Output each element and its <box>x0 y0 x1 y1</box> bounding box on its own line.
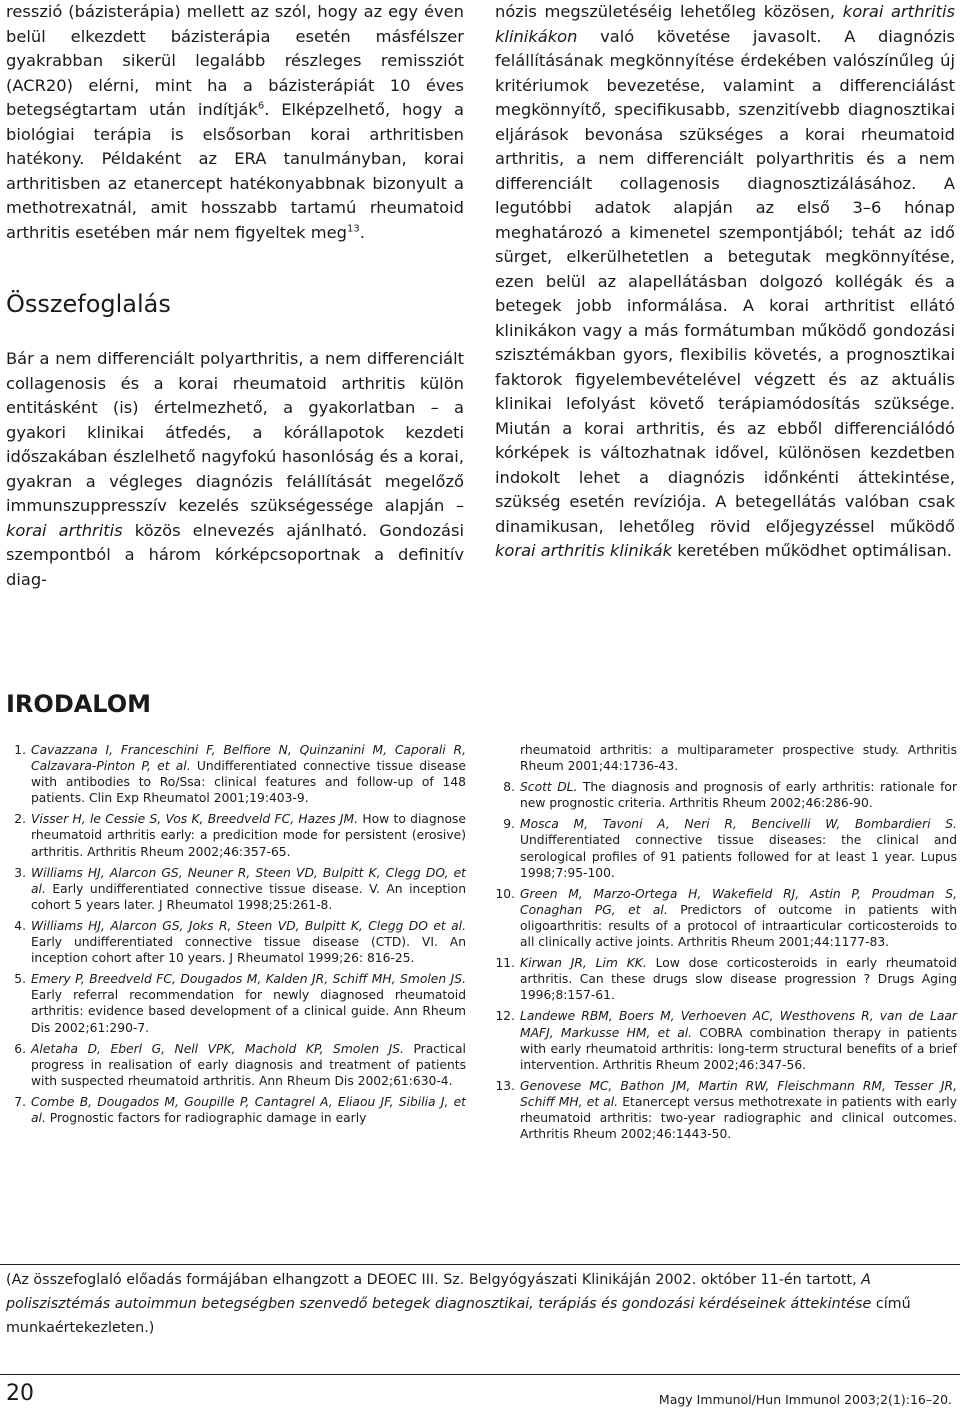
reference-list <box>495 779 957 1142</box>
paragraph: resszió (bázisterápia) mellett az szól, hogy az egy éven belül elkezdett bázisterápia esetén másfélszer gyakrabban sikerül legalább részleges remissziót (ACR20) elérni, mint ha a bázisterápiát 10 éves betegségtartam után indítják$^6$. Elképzelhető, hogy a biológiai terápia is elsősorban korai arthritisben hatékony. Példaként az ERA tanulmányban, korai arthritisben az etanercept hatékonyabbnak bizonyult a methotrexatnál, amit hosszabb tartamú rheumatoid arthritis esetében már nem figyeltek meg$^{13}$. <box>6 2 464 242</box>
reference-item <box>6 742 466 806</box>
reference-item <box>6 1041 466 1089</box>
journal-citation: Magy Immunol/Hun Immunol 2003;2(1):16–20. <box>658 1392 952 1407</box>
reference-item <box>495 1078 957 1142</box>
reference-authors: Mosca M, Tavoni A, Neri R, Bencivelli W, Bombardieri S. <box>520 817 957 832</box>
reference-authors: Visser H, le Cessie S, Vos K, Breedveld FC, Hazes JM. <box>31 812 359 827</box>
footnote: (Az összefoglaló előadás formájában elhangzott a DEOEC III. Sz. Belgyógyászati Klinikáján 2002. október 11-én tartott, A poliszisztémás autoimmun betegségben szenvedő betegek diagnosztikai, terápiás és gondozási kérdéseinek áttekintése című munkaértekezleten.) <box>6 1272 911 1336</box>
reference-item <box>495 816 957 880</box>
body-column-left <box>6 0 464 592</box>
reference-authors: Kirwan JR, Lim KK. <box>520 956 647 971</box>
section-heading: Összefoglalás <box>6 290 171 318</box>
reference-number: 11. <box>495 956 515 971</box>
reference-number: 2. <box>14 812 26 827</box>
reference-item <box>6 811 466 859</box>
emphasis: korai arthritis klinikák <box>495 541 673 560</box>
reference-text: Predictors of outcome in patients with oligoarthritis: results of a protocol of intraarticular corticosteroids to all clinically active joints. Arthritis Rheum 2001;44:1177-83. <box>520 902 957 950</box>
reference-text: Undifferentiated connective tissue disease with antibodies to Ro/Ssa: clinical features and follow-up of 148 patients. Clin Exp Rheumatol 2001;19:403-9. <box>31 759 466 806</box>
page-number: 20 <box>6 1381 34 1406</box>
reference-text: COBRA combination therapy in patients with early rheumatoid arthritis: long-term structural benefits of a brief intervention. Arthritis Rheum 2002;46:347-56. <box>520 1025 957 1072</box>
reference-list <box>6 742 466 1126</box>
reference-text: Prognostic factors for radiographic damage in early <box>49 1110 367 1125</box>
reference-item <box>495 955 957 1003</box>
reference-item <box>495 886 957 950</box>
references-column-right <box>495 742 957 1147</box>
reference-authors: Combe B, Dougados M, Goupille P, Cantagrel A, Eliaou JF, Sibilia J, et al. <box>31 1094 466 1125</box>
references-heading: IRODALOM <box>6 690 152 718</box>
reference-authors: Landewe RBM, Boers M, Verhoeven AC, Westhovens R, van de Laar MAFJ, Markusse HM, et al. <box>520 1009 957 1040</box>
reference-item <box>495 779 957 811</box>
citation-superscript: 6 <box>257 100 265 112</box>
paragraph: nózis megszületéséig lehetőleg közösen, korai arthritis klinikákon való követése javasolt. A diagnózis felállításának megkönnyítése érdekében valószínűleg új kritériumok bevezetése, valamint a differenciálást megkönnyítő, specifikusabb, szenzitívebb diagnosztikai eljárások bevonása szükséges a korai rheumatoid arthritis, a nem differenciált polyarthritis és a nem differenciált collagenosis diagnosztizálásához. A legutóbbi adatok alapján az első 3–6 hónap meghatározó a kimenetel szempontjából; tehát az idő sürget, elkerülhetetlen a betegutak megkönnyítése, ezen belül az alapellátásban dolgozó kollégák és a betegek jobb informálása. A korai arthritist ellátó klinikákon vagy a más formátumban működő gondozási szisztémákban gyors, flexibilis követés, a prognosztikai faktorok figyelembevételével végzett és az aktuális klinikai lefolyást követő terápiamódosítás szüksége. Miután a korai arthritis, és az ebből differenciálódó kórképek is változhatnak idővel, különösen kezdetben indokolt lehet a diagnózis időnkénti áttekintése, szükség esetén revíziója. A betegellátás valóban csak dinamikusan, lehetőleg rövid előjegyzéssel működő korai arthritis klinikák keretében működhet optimálisan. <box>495 2 955 560</box>
reference-number: 12. <box>495 1009 515 1024</box>
reference-text: Early referral recommendation for newly diagnosed rheumatoid arthritis: evidence based development of a clinical guide. Ann Rheum Dis 2002;61:290-7. <box>31 988 466 1035</box>
reference-number: 8. <box>503 780 515 795</box>
reference-number: 4. <box>14 918 26 933</box>
footnote-rule <box>0 1264 960 1265</box>
reference-text: Practical progress in realisation of early diagnosis and treatment of patients with suspected rheumatoid arthritis. Ann Rheum Dis 2002;61:630-4. <box>31 1041 466 1088</box>
citation-superscript: 13 <box>346 223 360 235</box>
reference-text: Etanercept versus methotrexate in patients with early rheumatoid arthritis: two-year radiographic and clinical outcomes. Arthritis Rheum 2002;46:1443-50. <box>520 1094 957 1142</box>
reference-authors: Aletaha D, Eberl G, Nell VPK, Machold KP, Smolen JS. <box>31 1041 404 1056</box>
reference-authors: Cavazzana I, Franceschini F, Belfiore N, Quinzanini M, Caporali R, Calzavara-Pinton P, et al. <box>31 743 466 774</box>
references-column-left <box>6 742 466 1131</box>
reference-text: Early undifferentiated connective tissue disease. V. An inception cohort 5 years later. J Rheumatol 1998;25:261-8. <box>31 881 466 912</box>
reference-authors: Green M, Marzo-Ortega H, Wakefield RJ, Astin P, Proudman S, Conaghan PG, et al. <box>520 886 957 917</box>
reference-authors: Scott DL. <box>520 780 578 795</box>
reference-text: Undifferentiated connective tissue diseases: the clinical and serological profiles of 91 patients followed for at least 1 year. Lupus 1998;7:95-100. <box>520 833 957 880</box>
reference-text: How to diagnose rheumatoid arthritis early: a predicition mode for persistent (erosive) arthritis. Arthritis Rheum 2002;46:357-65. <box>31 812 466 859</box>
reference-item <box>495 1008 957 1072</box>
reference-item <box>6 865 466 913</box>
reference-number: 13. <box>495 1078 515 1093</box>
reference-continuation: rheumatoid arthritis: a multiparameter prospective study. Arthritis Rheum 2001;44:1736-43. <box>520 743 957 774</box>
reference-authors: Williams HJ, Alarcon GS, Joks R, Steen VD, Bulpitt K, Clegg DO et al. <box>31 918 466 933</box>
reference-number: 3. <box>14 865 26 880</box>
reference-number: 1. <box>14 743 26 757</box>
reference-number: 5. <box>14 972 26 987</box>
reference-authors: Williams HJ, Alarcon GS, Neuner R, Steen VD, Bulpitt K, Clegg DO, et al. <box>31 865 466 896</box>
reference-text: Low dose corticosteroids in early rheumatoid arthritis. Can these drugs slow disease progression ? Drugs Aging 1996;8:157-61. <box>520 956 957 1003</box>
emphasis: korai arthritis <box>6 520 123 540</box>
body-column-right <box>495 0 955 564</box>
paragraph: Bár a nem differenciált polyarthritis, a nem differenciált collagenosis és a korai rheumatoid arthritis külön entitásként (is) értelmezhető, a gyakorlatban – a gyakori klinikai átfedés, a kórállapotok kezdeti időszakában észlelhető nagyfokú hasonlóság és a korai, gyakran a végleges diagnózis felállítását megelőző immunszuppresszív kezelés szükségessége alapján – korai arthritis közös elnevezés ajánlható. Gondozási szempontból a három kórképcsoportnak a definitív diag- <box>6 349 464 589</box>
reference-item <box>6 971 466 1035</box>
emphasis: A poliszisztémás autoimmun betegségben szenvedő betegek diagnosztikai, terápiás és gondozási kérdéseinek áttekintése <box>6 1272 872 1312</box>
emphasis: korai arthritis klinikákon <box>495 2 955 46</box>
reference-number: 10. <box>495 886 515 901</box>
reference-number: 7. <box>14 1094 26 1109</box>
footnote-rule <box>0 1374 960 1375</box>
reference-item <box>6 918 466 966</box>
reference-item <box>6 1094 466 1126</box>
reference-number: 9. <box>503 817 515 832</box>
reference-authors: Emery P, Breedveld FC, Dougados M, Kalden JR, Schiff MH, Smolen JS. <box>31 972 466 987</box>
reference-text: The diagnosis and prognosis of early arthritis: rationale for new prognostic criteria. Arthritis Rheum 2002;46:286-90. <box>520 780 958 811</box>
reference-number: 6. <box>14 1041 26 1056</box>
reference-text: Early undifferentiated connective tissue disease (CTD). VI. An inception cohort after 10 years. J Rheumatol 1999;26: 816-25. <box>31 935 466 966</box>
reference-authors: Genovese MC, Bathon JM, Martin RW, Fleischmann RM, Tesser JR, Schiff MH, et al. <box>520 1078 957 1109</box>
